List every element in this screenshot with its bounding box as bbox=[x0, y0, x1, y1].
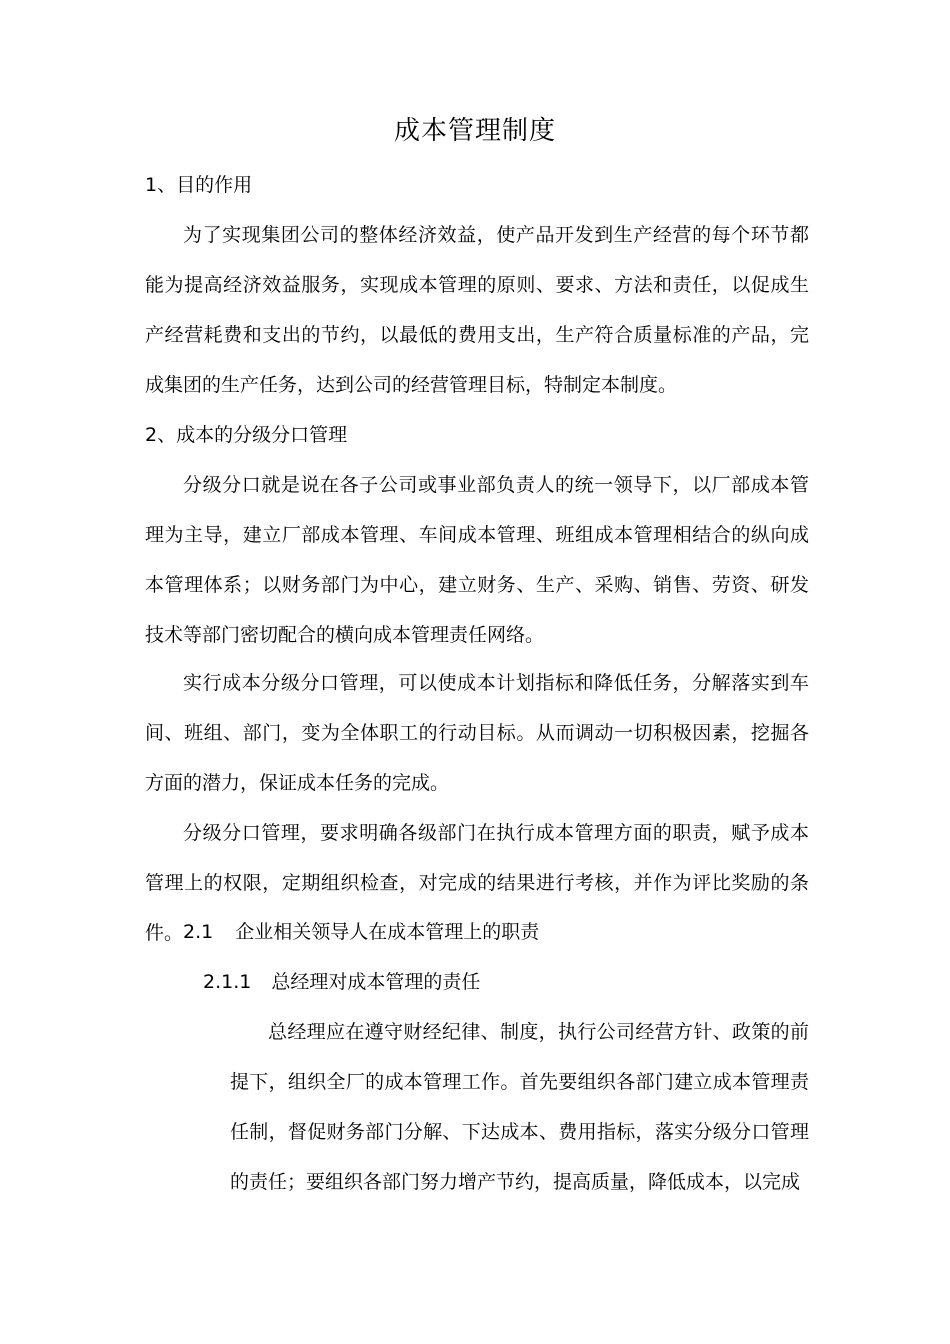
section-2-1-title: 企业相关领导人在成本管理上的职责 bbox=[235, 921, 540, 943]
section-2-heading: 2、成本的分级分口管理 bbox=[145, 424, 348, 446]
document-title: 成本管理制度 bbox=[393, 116, 556, 146]
section-2-1-number: 2.1 bbox=[183, 921, 214, 943]
section-2-paragraph-1: 分级分口就是说在各子公司或事业部负责人的统一领导下，以厂部成本管理为主导，建立厂部成本管理、车间成本管理、班组成本管理相结合的纵向成本管理体系；以财务部门为中心，建立财务、生产、采购、销售、劳资、研发技术等部门密切配合的横向成本管理责任网络。 bbox=[145, 474, 809, 646]
section-1-heading: 1、目的作用 bbox=[145, 174, 253, 196]
section-1-paragraph: 为了实现集团公司的整体经济效益，使产品开发到生产经营的每个环节都能为提高经济效益服务，实现成本管理的原则、要求、方法和责任，以促成生产经营耗费和支出的节约，以最低的费用支出，生产符合质量标准的产品，完成集团的生产任务，达到公司的经营管理目标，特制定本制度。 bbox=[145, 224, 809, 396]
section-2-1-1-number: 2.1.1 bbox=[203, 971, 252, 993]
section-2-1-heading bbox=[183, 907, 809, 957]
section-2-1-1-title: 总经理对成本管理的责任 bbox=[271, 971, 481, 993]
section-2-paragraph-2: 实行成本分级分口管理，可以使成本计划指标和降低任务，分解落实到车间、班组、部门，变为全体职工的行动目标。从而调动一切积极因素，挖掘各方面的潜力，保证成本任务的完成。 bbox=[145, 672, 809, 794]
section-2-paragraph-3: 分级分口管理，要求明确各级部门在执行成本管理方面的职责，赋予成本管理上的权限，定期组织检查，对完成的结果进行考核，并作为评比奖励的条件。 bbox=[145, 822, 809, 944]
section-2-1-1-paragraph: 总经理应在遵守财经纪律、制度，执行公司经营方针、政策的前提下，组织全厂的成本管理工作。首先要组织各部门建立成本管理责任制，督促财务部门分解、下达成本、费用指标，落实分级分口管理的责任；要组织各部门努力增产节约，提高质量，降低成本，以完成 bbox=[230, 1021, 809, 1193]
section-2-1-1-heading bbox=[203, 957, 809, 1007]
